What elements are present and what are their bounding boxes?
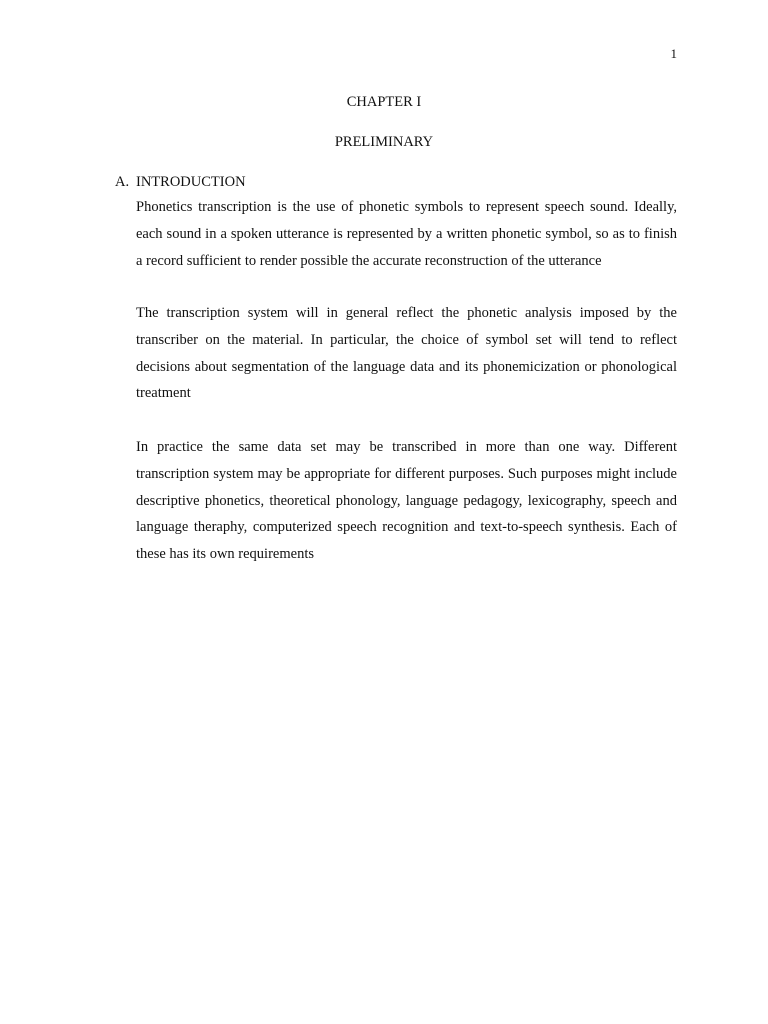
chapter-title: CHAPTER I (346, 94, 422, 110)
body-paragraph: In practice the same data set may be transcribed in more than one way. Different transcription system may be appropriate for different purposes. Such purposes might include descriptive phonetics, theoretical phonology, language pedagogy, lexicography, speech and language theraphy, computerized speech recognition and text-to-speech synthesis. Each of these has its own requirements (136, 439, 677, 563)
section-heading (115, 173, 246, 191)
section-heading-text: INTRODUCTION (136, 174, 246, 190)
chapter-subtitle: PRELIMINARY (334, 134, 434, 150)
section-marker: A. (115, 174, 130, 190)
body-paragraph: The transcription system will in general reflect the phonetic analysis imposed by the transcriber on the material. In particular, the choice of symbol set will tend to reflect decisions about segmentation of the language data and its phonemicization or phonological treatment (136, 305, 677, 402)
page-number: 1 (670, 46, 677, 61)
body-paragraph: Phonetics transcription is the use of phonetic symbols to represent speech sound. Ideally, each sound in a spoken utterance is represented by a written phonetic symbol, so as to finish a record sufficient to render possible the accurate reconstruction of the utterance (136, 199, 677, 269)
